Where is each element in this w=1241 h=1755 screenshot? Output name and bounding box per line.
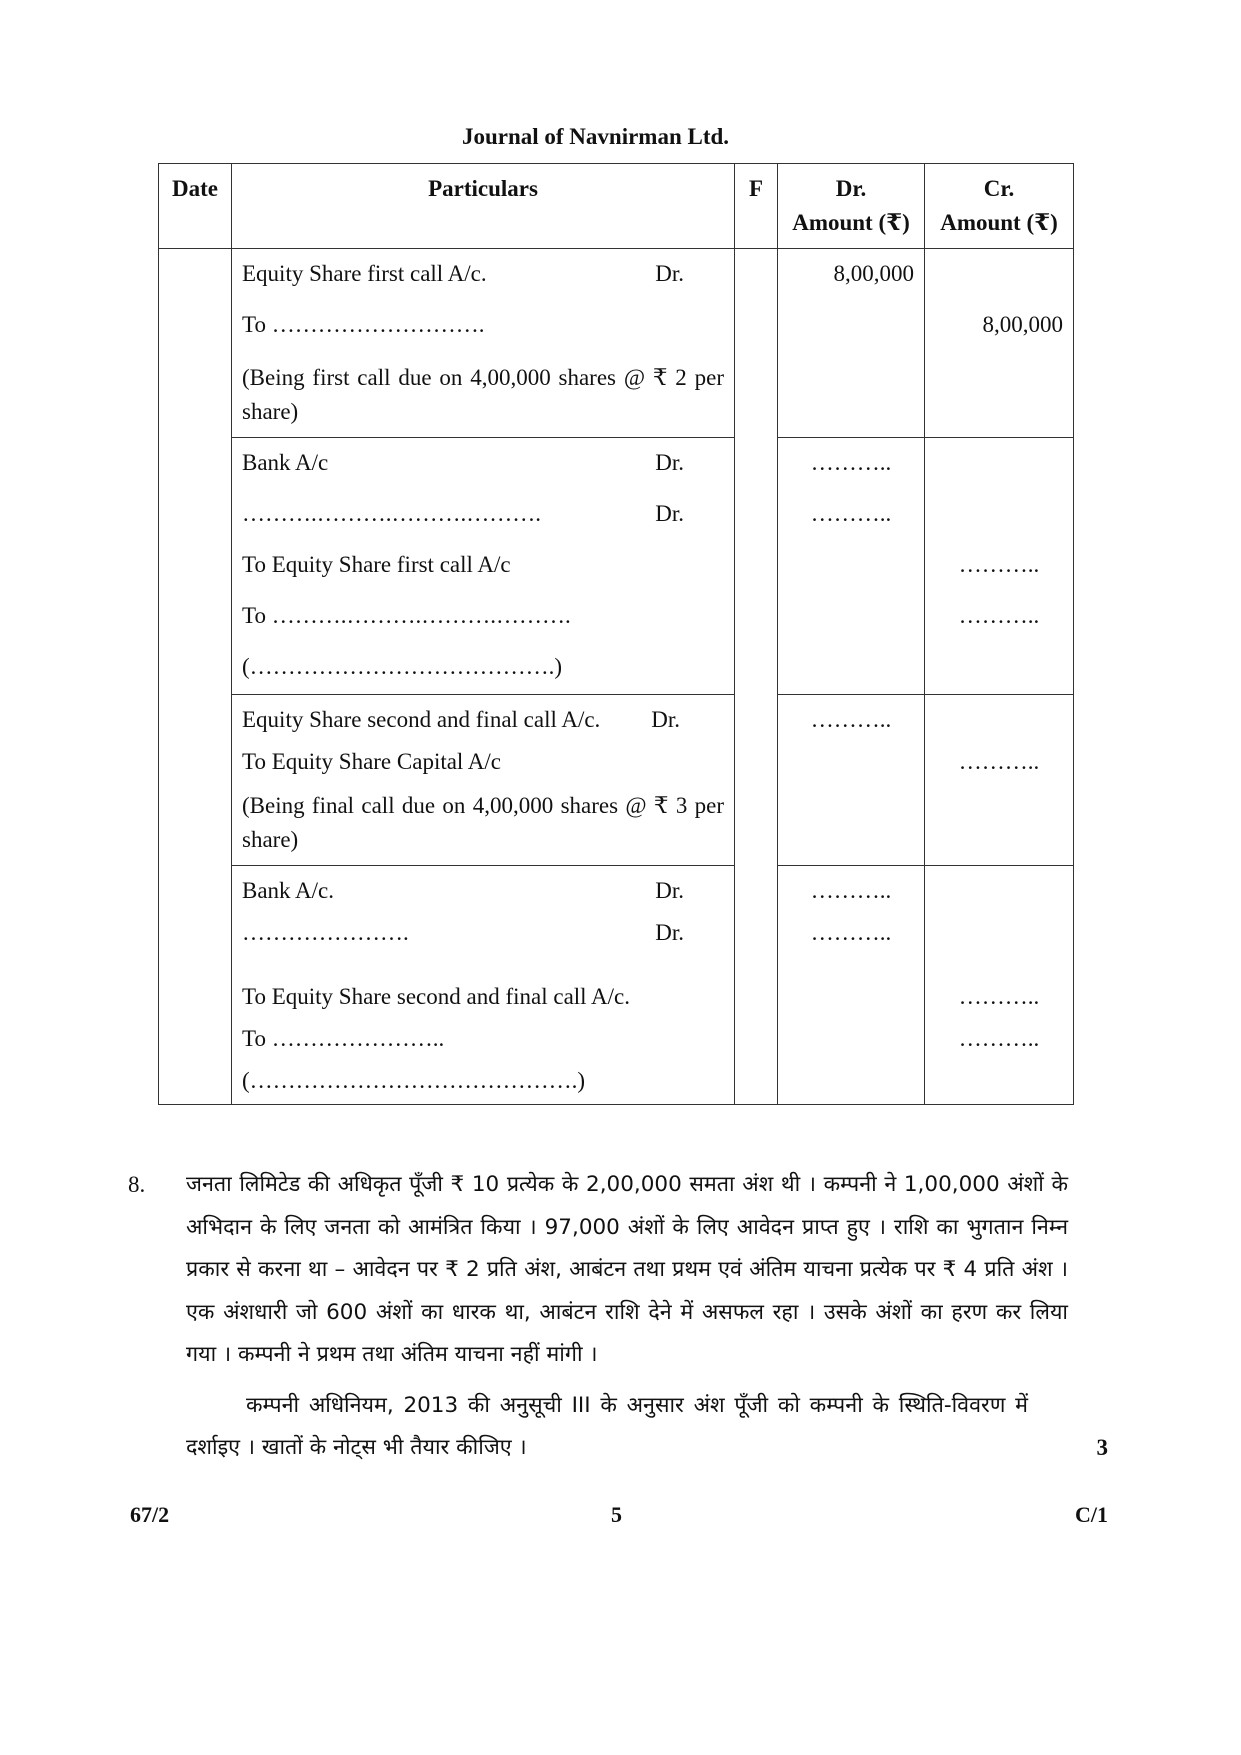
footer-code: 67/2: [130, 1502, 170, 1527]
entry-1-narration: (Being first call due on 4,00,000 shares @ ₹ 2 per share): [242, 365, 724, 424]
header-folio: F: [735, 164, 778, 249]
journal-entry-2: Bank A/c Dr. ……….……….……….………. Dr. To Equity Share first call A/c To ……….……….……….………. (………………………………….) ……….. ……….. ……….. ………..: [159, 438, 1074, 695]
entry-1-dr-amount: 8,00,000: [833, 261, 914, 286]
entry-1-particulars: Equity Share first call A/c. Dr. To ………………………. (Being first call due on 4,00,000 shares @ ₹ 2 per share): [232, 249, 735, 438]
journal-entry-1: [159, 249, 1074, 438]
question-marks: 3: [1096, 1435, 1108, 1460]
header-cr-amount: Cr. Amount (₹): [925, 164, 1074, 249]
question-8: [128, 1164, 1108, 1470]
footer-set: C/1: [1075, 1502, 1108, 1527]
question-text: जनता लिमिटेड की अधिकृत पूँजी ₹ 10 प्रत्येक के 2,00,000 समता अंश थी । कम्पनी ने 1,00,000 अंशों के अभिदान के लिए जनता को आमंत्रित किया । 97,000 अंशों के लिए आवेदन प्राप्त हुए । राशि का भुगतान निम्न प्रकार से करना था – आवेदन पर ₹ 2 प्रति अंश, आबंटन तथा प्रथम एवं अंतिम याचना प्रत्येक पर ₹ 4 प्रति अंश । एक अंशधारी जो 600 अंशों का धारक था, आबंटन राशि देने में असफल रहा । उसके अंशों का हरण कर लिया गया । कम्पनी ने प्रथम तथा अंतिम याचना नहीं मांगी ।: [186, 1172, 1068, 1367]
header-dr-amount: Dr. Amount (₹): [778, 164, 925, 249]
page-number: 5: [611, 1502, 622, 1527]
question-instruction: कम्पनी अधिनियम, 2013 की अनुसूची III के अनुसार अंश पूँजी को कम्पनी के स्थिति-विवरण में दर्शाइए । खातों के नोट्स भी तैयार कीजिए । 3: [186, 1385, 1068, 1470]
entry-3-particulars: Equity Share second and final call A/c. Dr. To Equity Share Capital A/c (Being final call due on 4,00,000 shares @ ₹ 3 per share): [232, 695, 735, 866]
journal-entry-3: Equity Share second and final call A/c. Dr. To Equity Share Capital A/c (Being final call due on 4,00,000 shares @ ₹ 3 per share) ……….. ………..: [159, 695, 1074, 866]
entry-1-cr-amount: 8,00,000: [982, 312, 1063, 337]
journal-table: [158, 163, 1074, 1105]
header-date: Date: [159, 164, 232, 249]
entry-4-particulars: Bank A/c. Dr. …………………. Dr. To Equity Share second and final call A/c. To ………………….. (…………………………………….): [232, 866, 735, 1105]
question-number: 8.: [128, 1172, 146, 1197]
folio-column: [735, 249, 778, 1105]
journal-entry-4: Bank A/c. Dr. …………………. Dr. To Equity Share second and final call A/c. To ………………….. (…………………………………….) ……….. ……….. ……….. ………..: [159, 866, 1074, 1105]
journal-title: Journal of Navnirman Ltd.: [461, 124, 730, 149]
entry-3-narration: (Being final call due on 4,00,000 shares @ ₹ 3 per share): [242, 793, 724, 852]
header-particulars: Particulars: [232, 164, 735, 249]
date-column: [159, 249, 232, 1105]
table-header-row: [159, 164, 1074, 249]
entry-2-particulars: Bank A/c Dr. ……….……….……….………. Dr. To Equity Share first call A/c To ……….……….……….………. (………………………………….): [232, 438, 735, 695]
